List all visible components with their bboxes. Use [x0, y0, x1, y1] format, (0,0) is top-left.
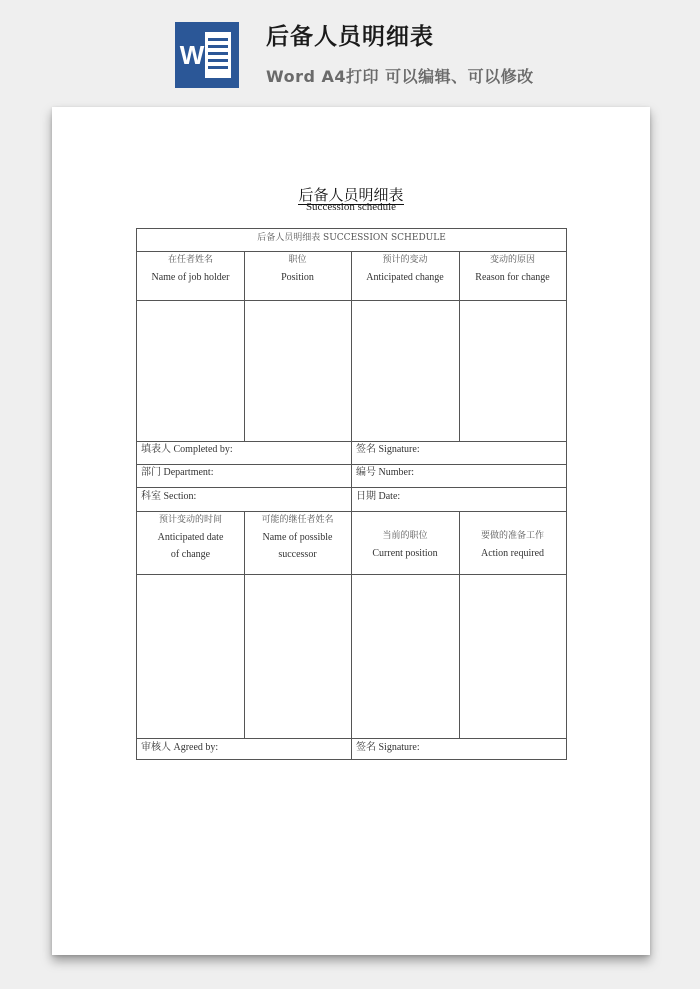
document-title: 后备人员明细表: [298, 186, 404, 204]
header-subtitle: Word A4打印 可以编辑、可以修改: [266, 67, 534, 86]
top-entry-area[interactable]: [137, 301, 566, 441]
header-cell-anticipated-change: 预计的变动 Anticipated change: [366, 255, 444, 283]
succession-form-table: [136, 228, 567, 760]
header-cell-anticipated-date: 预计变动的时间 Anticipated date of change: [157, 515, 224, 560]
section-field[interactable]: 科室 Section:: [141, 491, 197, 502]
header-title: 后备人员明细表: [266, 24, 434, 50]
word-icon: [175, 22, 239, 88]
header-cell-action-required: 要做的准备工作 Action required: [480, 531, 545, 559]
header-cell-position: 职位 Position: [281, 255, 314, 283]
header-cell-current-position: 当前的职位 Current position: [372, 531, 438, 559]
header-cell-job-holder: 在任者姓名 Name of job holder: [151, 255, 230, 283]
bottom-entry-area[interactable]: [137, 575, 566, 738]
document-subtitle: Succession schedule: [305, 201, 397, 213]
header-cell-possible-successor: 可能的继任者姓名 Name of possible successor: [261, 515, 334, 560]
header-cell-reason: 变动的原因 Reason for change: [475, 255, 550, 283]
header-banner: [0, 0, 700, 100]
table-caption: 后备人员明细表 SUCCESSION SCHEDULE: [257, 233, 446, 243]
department-field[interactable]: 部门 Department:: [141, 467, 214, 478]
svg-text:W: W: [179, 40, 205, 70]
number-field[interactable]: 编号 Number:: [356, 467, 415, 478]
completed-by-field[interactable]: 填表人 Completed by:: [141, 444, 233, 455]
signature-field-2[interactable]: 签名 Signature:: [356, 742, 420, 753]
agreed-by-field[interactable]: 审核人 Agreed by:: [141, 742, 219, 753]
date-field[interactable]: 日期 Date:: [356, 491, 401, 502]
signature-field-1[interactable]: 签名 Signature:: [356, 444, 420, 455]
document-page: [52, 107, 650, 955]
